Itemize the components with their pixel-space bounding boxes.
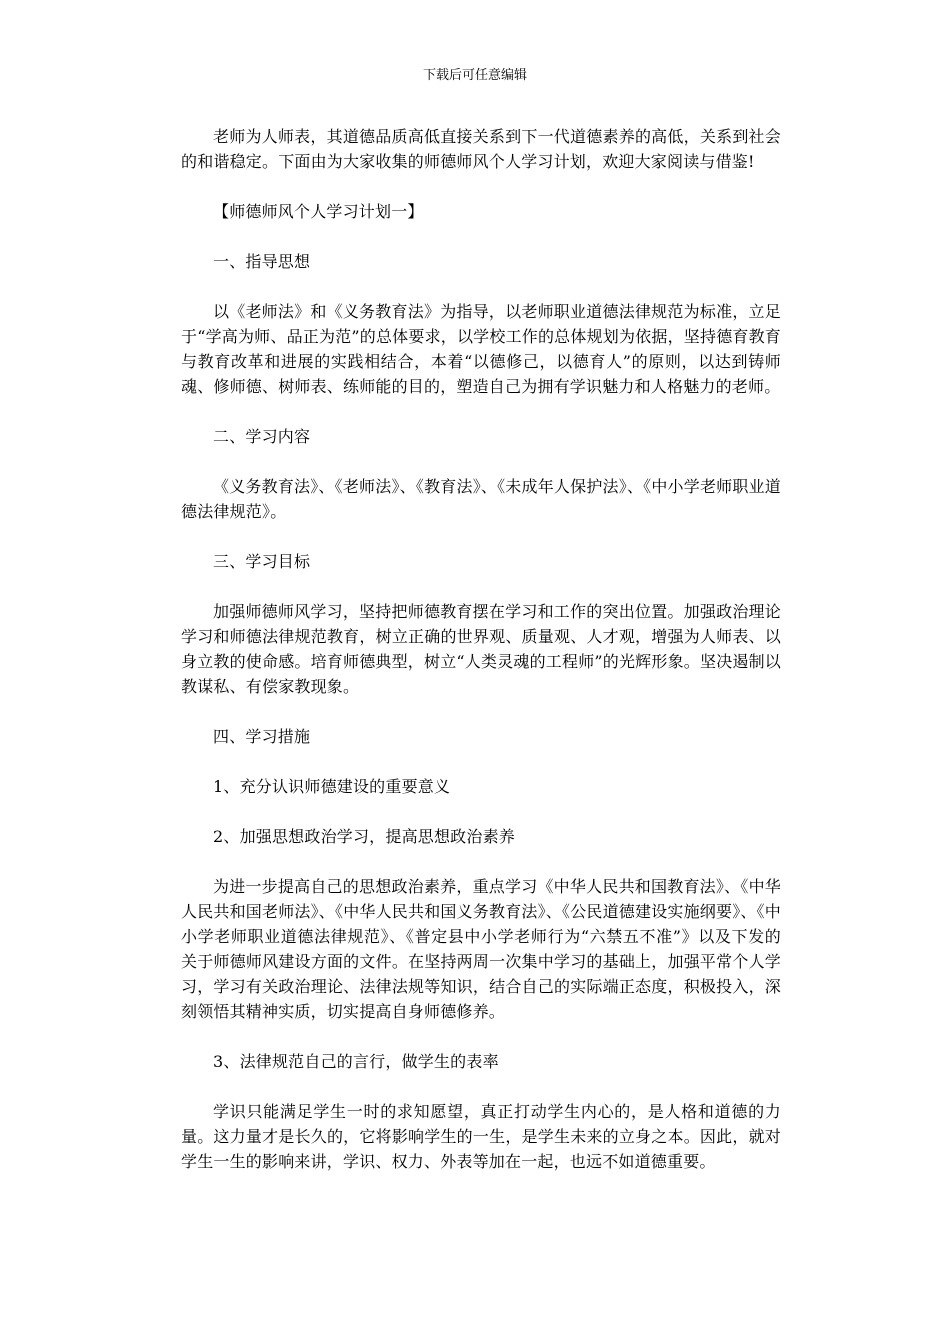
subsection-heading: 3、法律规范自己的言行，做学生的表率	[213, 1052, 499, 1071]
section-heading: 二、学习内容	[213, 427, 311, 446]
section-heading: 三、学习目标	[213, 552, 311, 571]
paragraph: 《义务教育法》、《老师法》、《教育法》、《未成年人保护法》、《中小学老师职业道德法律规范》。	[181, 477, 781, 521]
paragraph: 学识只能满足学生一时的求知愿望，真正打动学生内心的，是人格和道德的力量。这力量才是长久的，它将影响学生的一生，是学生未来的立身之本。因此，就对学生一生的影响来讲，学识、权力、外表等加在一起，也远不如道德重要。	[181, 1102, 781, 1171]
subsection-heading: 2、加强思想政治学习，提高思想政治素养	[213, 827, 515, 846]
paragraph: 加强师德师风学习，坚持把师德教育摆在学习和工作的突出位置。加强政治理论学习和师德法律规范教育，树立正确的世界观、质量观、人才观，增强为人师表、以身立教的使命感。培育师德典型，树立“人类灵魂的工程师”的光辉形象。坚决遏制以教谋私、有偿家教现象。	[181, 602, 781, 696]
plan-title: 【师德师风个人学习计划一】	[213, 202, 424, 221]
intro-paragraph: 老师为人师表，其道德品质高低直接关系到下一代道德素养的高低，关系到社会的和谐稳定。下面由为大家收集的师德师风个人学习计划，欢迎大家阅读与借鉴!	[181, 127, 781, 171]
section-heading: 一、指导思想	[213, 252, 311, 271]
paragraph: 以《老师法》和《义务教育法》为指导，以老师职业道德法律规范为标准，立足于“学高为师、品正为范”的总体要求，以学校工作的总体规划为依据，坚持德育教育与教育改革和进展的实践相结合，本着“以德修己，以德育人”的原则，以达到铸师魂、修师德、树师表、练师能的目的，塑造自己为拥有学识魅力和人格魅力的老师。	[181, 302, 781, 396]
header-note: 下载后可任意编辑	[422, 68, 527, 83]
section-heading: 四、学习措施	[213, 727, 311, 746]
paragraph: 为进一步提高自己的思想政治素养，重点学习《中华人民共和国教育法》、《中华人民共和国老师法》、《中华人民共和国义务教育法》、《公民道德建设实施纲要》、《中小学老师职业道德法律规范》、《普定县中小学老师行为“六禁五不准”》以及下发的关于师德师风建设方面的文件。在坚持两周一次集中学习的基础上，加强平常个人学习，学习有关政治理论、法律法规等知识，结合自己的实际端正态度，积极投入，深刻领悟其精神实质，切实提高自身师德修养。	[181, 877, 782, 1021]
document-body	[181, 124, 781, 1199]
subsection-heading: 1、充分认识师德建设的重要意义	[213, 777, 451, 796]
